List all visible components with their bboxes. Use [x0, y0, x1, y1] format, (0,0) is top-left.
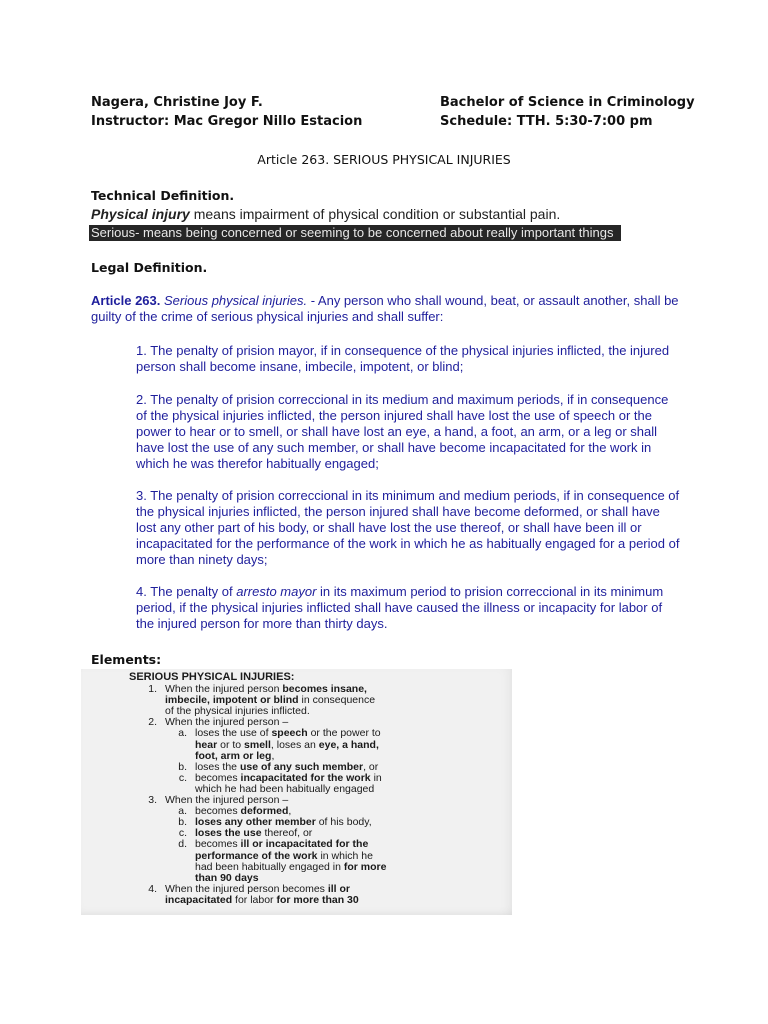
program-line: Bachelor of Science in Criminology: [440, 95, 695, 110]
scan-item-3b: b. loses any other member of his body,: [178, 816, 372, 829]
student-info: [91, 93, 362, 131]
instructor-line: Instructor: Mac Gregor Nillo Estacion: [91, 114, 363, 129]
scan-title: SERIOUS PHYSICAL INJURIES:: [129, 671, 295, 683]
scan-item-3d: d. becomes ill or incapacitated for the performance of the work in which he had been habitually engaged in for more than 90 days: [178, 838, 387, 884]
serious-definition-highlight: Serious- means being concerned or seeming to be concerned about really important things: [89, 225, 621, 241]
scan-item-3c: c. loses the use thereof, or: [178, 827, 313, 840]
article-intro: [91, 293, 681, 325]
scan-item-2: 2. When the injured person –: [148, 716, 289, 729]
physical-injury-definition: [91, 206, 560, 222]
penalty-item-2: 2. The penalty of prision correccional in its medium and maximum periods, if in consequence of the physical injuries inflicted, the person injured shall have lost the use of speech or the power to hear or to smell, or shall have lost an eye, a hand, a foot, an arm, or a leg or shall have lost the use of any such member, or shall have become incapacitated for the work in which he was therefor habitually engaged;: [136, 392, 669, 471]
scan-item-1: 1. When the injured person becomes insane, imbecile, impotent or blind in consequence of the physical injuries inflicted.: [148, 683, 376, 718]
article-number: Article 263.: [91, 293, 161, 308]
schedule-line: Schedule: TTH. 5:30-7:00 pm: [440, 114, 653, 129]
scanned-elements-text: [129, 672, 501, 906]
article-intro-text: - Any person who shall wound, beat, or assault another, shall be guilty of the crime of serious physical injuries and shall suffer:: [91, 293, 679, 324]
scan-item-2a: a. loses the use of speech or the power to hear or to smell, loses an eye, a hand, foot, arm or leg,: [178, 727, 381, 762]
scanned-elements-image: [81, 669, 512, 915]
penalty4-post: in its maximum period to prision correccional in its minimum period, if the physical injuries inflicted shall have caused the illness or incapacity for labor of the injured person for more than thirty days.: [136, 584, 664, 631]
article-title: Serious physical injuries.: [164, 293, 308, 308]
student-name: Nagera, Christine Joy F.: [91, 95, 263, 110]
penalty-item-3: 3. The penalty of prision correccional in its minimum and medium periods, if in consequence of the physical injuries inflicted, the person injured shall have become deformed, or shall have lost any other part of his body, or shall have lost the use thereof, or shall have been ill or incapacitated for the performance of the work in which he as habitually engaged for a period of more than ninety days;: [136, 488, 680, 567]
penalty-item-1: 1. The penalty of prision mayor, if in consequence of the physical injuries inflicted, the injured person shall become insane, imbecile, impotent, or blind;: [136, 343, 670, 374]
penalty-item-4: [136, 584, 681, 632]
penalty4-pre: 4. The penalty of: [136, 584, 237, 599]
scan-item-2b: b. loses the use of any such member, or: [178, 760, 379, 773]
penalty4-emphasis: arresto mayor: [236, 584, 317, 599]
technical-definition-heading: Technical Definition.: [91, 188, 235, 203]
physical-injury-term: Physical injury: [91, 206, 190, 222]
scan-item-4: 4. When the injured person becomes ill or incapacitated for labor for more than 30: [148, 882, 359, 906]
scan-item-3: 3. When the injured person –: [148, 794, 289, 807]
physical-injury-text: means impairment of physical condition or substantial pain.: [189, 206, 561, 222]
scan-item-3a: a. becomes deformed,: [178, 805, 292, 818]
legal-definition-heading: Legal Definition.: [91, 260, 208, 275]
document-title: Article 263. SERIOUS PHYSICAL INJURIES: [257, 152, 511, 167]
elements-heading: Elements:: [91, 652, 162, 667]
course-info: [440, 93, 695, 131]
scan-item-2c: c. becomes incapacitated for the work in which he had been habitually engaged: [178, 771, 382, 795]
